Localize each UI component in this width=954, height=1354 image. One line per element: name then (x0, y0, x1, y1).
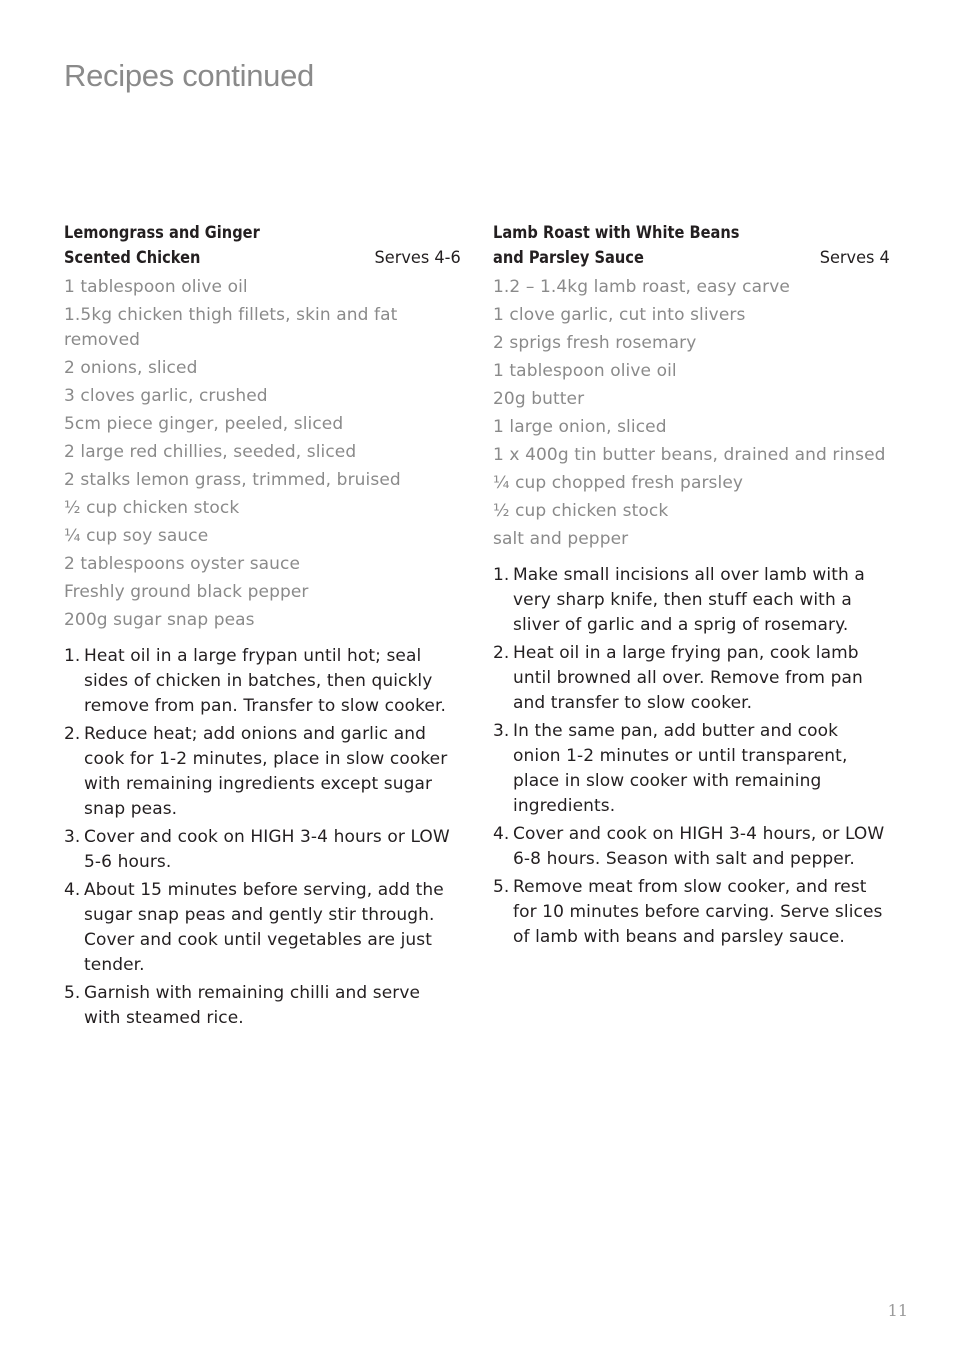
ingredient-item: salt and pepper (493, 529, 629, 549)
recipe-title (493, 221, 740, 271)
ingredient-list (64, 275, 461, 633)
method-step (493, 822, 890, 872)
ingredient-item: 1 large onion, sliced (493, 417, 667, 437)
step-number: 1. (493, 565, 510, 585)
step-number: 2. (64, 724, 81, 744)
method-step (64, 722, 461, 822)
recipe-title-line2: Scented Chicken (64, 248, 201, 268)
ingredient-item: ½ cup chicken stock (493, 501, 669, 521)
recipe-title-line1: Lamb Roast with White Beans (493, 223, 740, 243)
ingredient-item: 2 stalks lemon grass, trimmed, bruised (64, 470, 401, 490)
ingredient-item: 1 clove garlic, cut into slivers (493, 305, 746, 325)
recipe-title-line2: and Parsley Sauce (493, 248, 644, 268)
ingredient-item: 200g sugar snap peas (64, 610, 255, 630)
step-number: 1. (64, 646, 81, 666)
ingredient-item: 3 cloves garlic, crushed (64, 386, 268, 406)
step-text: Garnish with remaining chilli and serve with steamed rice. (84, 983, 421, 1028)
ingredient-item: 1.5kg chicken thigh fillets, skin and fat removed (64, 305, 398, 350)
ingredient-item: 5cm piece ginger, peeled, sliced (64, 414, 344, 434)
step-text: Remove meat from slow cooker, and rest for 10 minutes before carving. Serve slices of lamb with beans and parsley sauce. (513, 877, 883, 947)
step-text: Heat oil in a large frypan until hot; seal sides of chicken in batches, then quickly remove from pan. Transfer to slow cooker. (84, 646, 447, 716)
ingredient-item: ½ cup chicken stock (64, 498, 240, 518)
method-step (493, 875, 890, 950)
step-text: Heat oil in a large frying pan, cook lamb until browned all over. Remove from pan and transfer to slow cooker. (513, 643, 863, 713)
ingredient-list (493, 275, 890, 552)
method-step (493, 563, 890, 638)
method-step (64, 981, 461, 1031)
step-text: About 15 minutes before serving, add the sugar snap peas and gently stir through. Cover and cook until vegetables are just tender. (84, 880, 444, 975)
method-step (64, 644, 461, 719)
method-steps (493, 563, 890, 950)
step-number: 3. (493, 721, 510, 741)
method-step (493, 719, 890, 819)
ingredient-item: Freshly ground black pepper (64, 582, 309, 602)
step-text: Reduce heat; add onions and garlic and cook for 1-2 minutes, place in slow cooker with remaining ingredients except sugar snap peas. (84, 724, 448, 819)
ingredient-item: 1 x 400g tin butter beans, drained and rinsed (493, 445, 886, 465)
serves-label: Serves 4 (819, 248, 890, 268)
ingredient-item: 20g butter (493, 389, 585, 409)
step-number: 5. (493, 877, 510, 897)
method-step (64, 878, 461, 978)
ingredient-item: 2 sprigs fresh rosemary (493, 333, 697, 353)
recipe-lemongrass-chicken (64, 221, 461, 1034)
ingredient-item: 2 onions, sliced (64, 358, 198, 378)
recipe-title-line1: Lemongrass and Ginger (64, 223, 260, 243)
serves-label: Serves 4-6 (374, 248, 461, 268)
step-text: Make small incisions all over lamb with a very sharp knife, then stuff each with a sliver of garlic and a sprig of rosemary. (513, 565, 865, 635)
step-number: 4. (493, 824, 510, 844)
recipe-lamb-roast (493, 221, 890, 953)
page-number: 11 (887, 1301, 908, 1320)
method-step (64, 825, 461, 875)
ingredient-item: ¼ cup soy sauce (64, 526, 209, 546)
recipe-header (64, 221, 461, 271)
step-text: Cover and cook on HIGH 3-4 hours, or LOW 6-8 hours. Season with salt and pepper. (513, 824, 885, 869)
step-number: 3. (64, 827, 81, 847)
ingredient-item: 2 large red chillies, seeded, sliced (64, 442, 357, 462)
step-number: 2. (493, 643, 510, 663)
ingredient-item: 1 tablespoon olive oil (493, 361, 677, 381)
method-step (493, 641, 890, 716)
method-steps (64, 644, 461, 1031)
page-title: Recipes continued (64, 58, 314, 93)
recipe-header (493, 221, 890, 271)
ingredient-item: 1 tablespoon olive oil (64, 277, 248, 297)
step-text: In the same pan, add butter and cook onion 1-2 minutes or until transparent, place in slow cooker with remaining ingredients. (513, 721, 848, 816)
step-text: Cover and cook on HIGH 3-4 hours or LOW 5-6 hours. (84, 827, 450, 872)
recipe-title (64, 221, 260, 271)
step-number: 5. (64, 983, 81, 1003)
ingredient-item: 2 tablespoons oyster sauce (64, 554, 301, 574)
ingredient-item: 1.2 – 1.4kg lamb roast, easy carve (493, 277, 790, 297)
ingredient-item: ¼ cup chopped fresh parsley (493, 473, 744, 493)
step-number: 4. (64, 880, 81, 900)
